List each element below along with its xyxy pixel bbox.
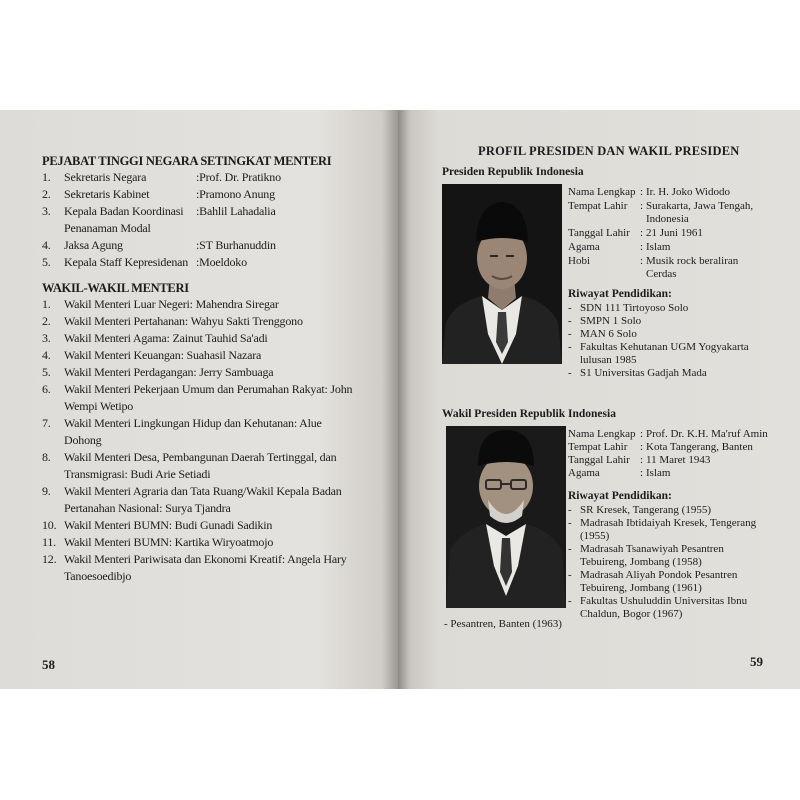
vice-president-portrait-image [446, 426, 566, 608]
president-heading: Presiden Republik Indonesia [442, 166, 584, 178]
book-spread [0, 110, 800, 689]
list-item: 6. Wakil Menteri Pekerjaan Umum dan Perumahan Rakyat: John Wempi Wetipo [42, 382, 353, 413]
president-info: Nama Lengkap : Ir. H. Joko Widodo Tempat Lahir : Surakarta, Jawa Tengah, Indonesia Tanggal Lahir : 21 Juni 1961 Agama : Islam Hobi : Musik rock beraliran Cerdas [568, 186, 754, 280]
vice-president-photo [446, 426, 566, 608]
president-education-heading: Riwayat Pendidikan: [568, 288, 672, 300]
page-number-left: 58 [42, 657, 55, 672]
section-title-vice-ministers: WAKIL-WAKIL MENTERI [42, 281, 189, 295]
right-page [398, 110, 800, 689]
list-item: 7. Wakil Menteri Lingkungan Hidup dan Kehutanan: Alue Dohong [42, 416, 322, 447]
vice-president-education-list: - SR Kresek, Tangerang (1955) - Madrasah Ibtidaiyah Kresek, Tengerang (1955) - Madrasah Tsanawiyah Pesantren Tebuireng, Jombang (1958) - Madrasah Aliyah Pondok Pesantren Tebuireng, Jombang (1961) - Fakultas Ushuluddin Universitas Ibnu Chaldun, Bogor (1967) [568, 504, 757, 620]
vice-president-heading: Wakil Presiden Republik Indonesia [442, 408, 616, 420]
left-page: PEJABAT TINGGI NEGARA SETINGKAT MENTERI 1. Sekretaris Negara :Prof. Dr. Pratikno 2. Sekretaris Kabinet :Pramono Anung 3. Kepala Badan Koordinasi :Bahlil Lahadalia Penanaman Modal 4. Jaksa Agung :ST Burhanuddin 5. Kepala Staff Kepresidenan :Moeldoko WAKIL-WAKIL MENTERI 1. Wakil Menteri Luar Negeri: Mahendra Siregar 2. Wakil Menteri Pertahanan: Wahyu Sakti Trenggono 3. Wakil Menteri Agama: Zainut Tauhid Sa'adi 4. Wakil Menteri Keuangan: Suahasil Nazara 5. Wakil Menteri Perdagangan: Jerry Sambuaga 6. Wakil Menteri Pekerjaan Umum dan Perumahan Rakyat: John Wempi Wetipo 7. Wakil Menteri Lingkungan Hidup dan Kehutanan: Alue Dohong 8. Wakil Menteri Desa, Pembangunan Daerah Tertinggal, dan Transmigrasi: Budi Arie Setiadi 9. Wakil Menteri Agraria dan Tata Ruang/Wakil Kepala Badan Pertanahan Nasional: Surya Tjandra 10. Wakil Menteri BUMN: Budi Gunadi Sadikin 11. Wakil Menteri BUMN: Kartika Wiryoatmojo 12. Wakil Menteri Pariwisata dan Ekonomi Kreatif: Angela Hary Tanoesoedibjo 58 [0, 110, 398, 689]
list-item: 8. Wakil Menteri Desa, Pembangunan Daerah Tertinggal, dan Transmigrasi: Budi Arie Setiadi [42, 450, 337, 481]
page-number-right: 59 [750, 654, 763, 669]
list-item: 3. Kepala Badan Koordinasi :Bahlil Lahadalia Penanaman Modal [42, 204, 276, 235]
president-portrait-image [442, 184, 562, 364]
vice-president-info: Nama Lengkap : Prof. Dr. K.H. Ma'ruf Amin Tempat Lahir : Kota Tangerang, Banten Tanggal Lahir : 11 Maret 1943 Agama : Islam [568, 428, 768, 479]
vice-president-education-footnote: - Pesantren, Banten (1963) [444, 618, 562, 630]
list-item: 12. Wakil Menteri Pariwisata dan Ekonomi Kreatif: Angela Hary Tanoesoedibjo [42, 552, 347, 583]
list-item: 9. Wakil Menteri Agraria dan Tata Ruang/Wakil Kepala Badan Pertanahan Nasional: Surya Tjandra [42, 484, 342, 515]
section-title-officials: PEJABAT TINGGI NEGARA SETINGKAT MENTERI [42, 154, 332, 168]
page-title: PROFIL PRESIDEN DAN WAKIL PRESIDEN [478, 144, 740, 158]
president-education-list: - SDN 111 Tirtoyoso Solo - SMPN 1 Solo - MAN 6 Solo - Fakultas Kehutanan UGM Yogyakarta lulusan 1985 - S1 Universitas Gadjah Mada [568, 302, 749, 379]
vice-president-education-heading: Riwayat Pendidikan: [568, 490, 672, 502]
president-photo [442, 184, 562, 364]
